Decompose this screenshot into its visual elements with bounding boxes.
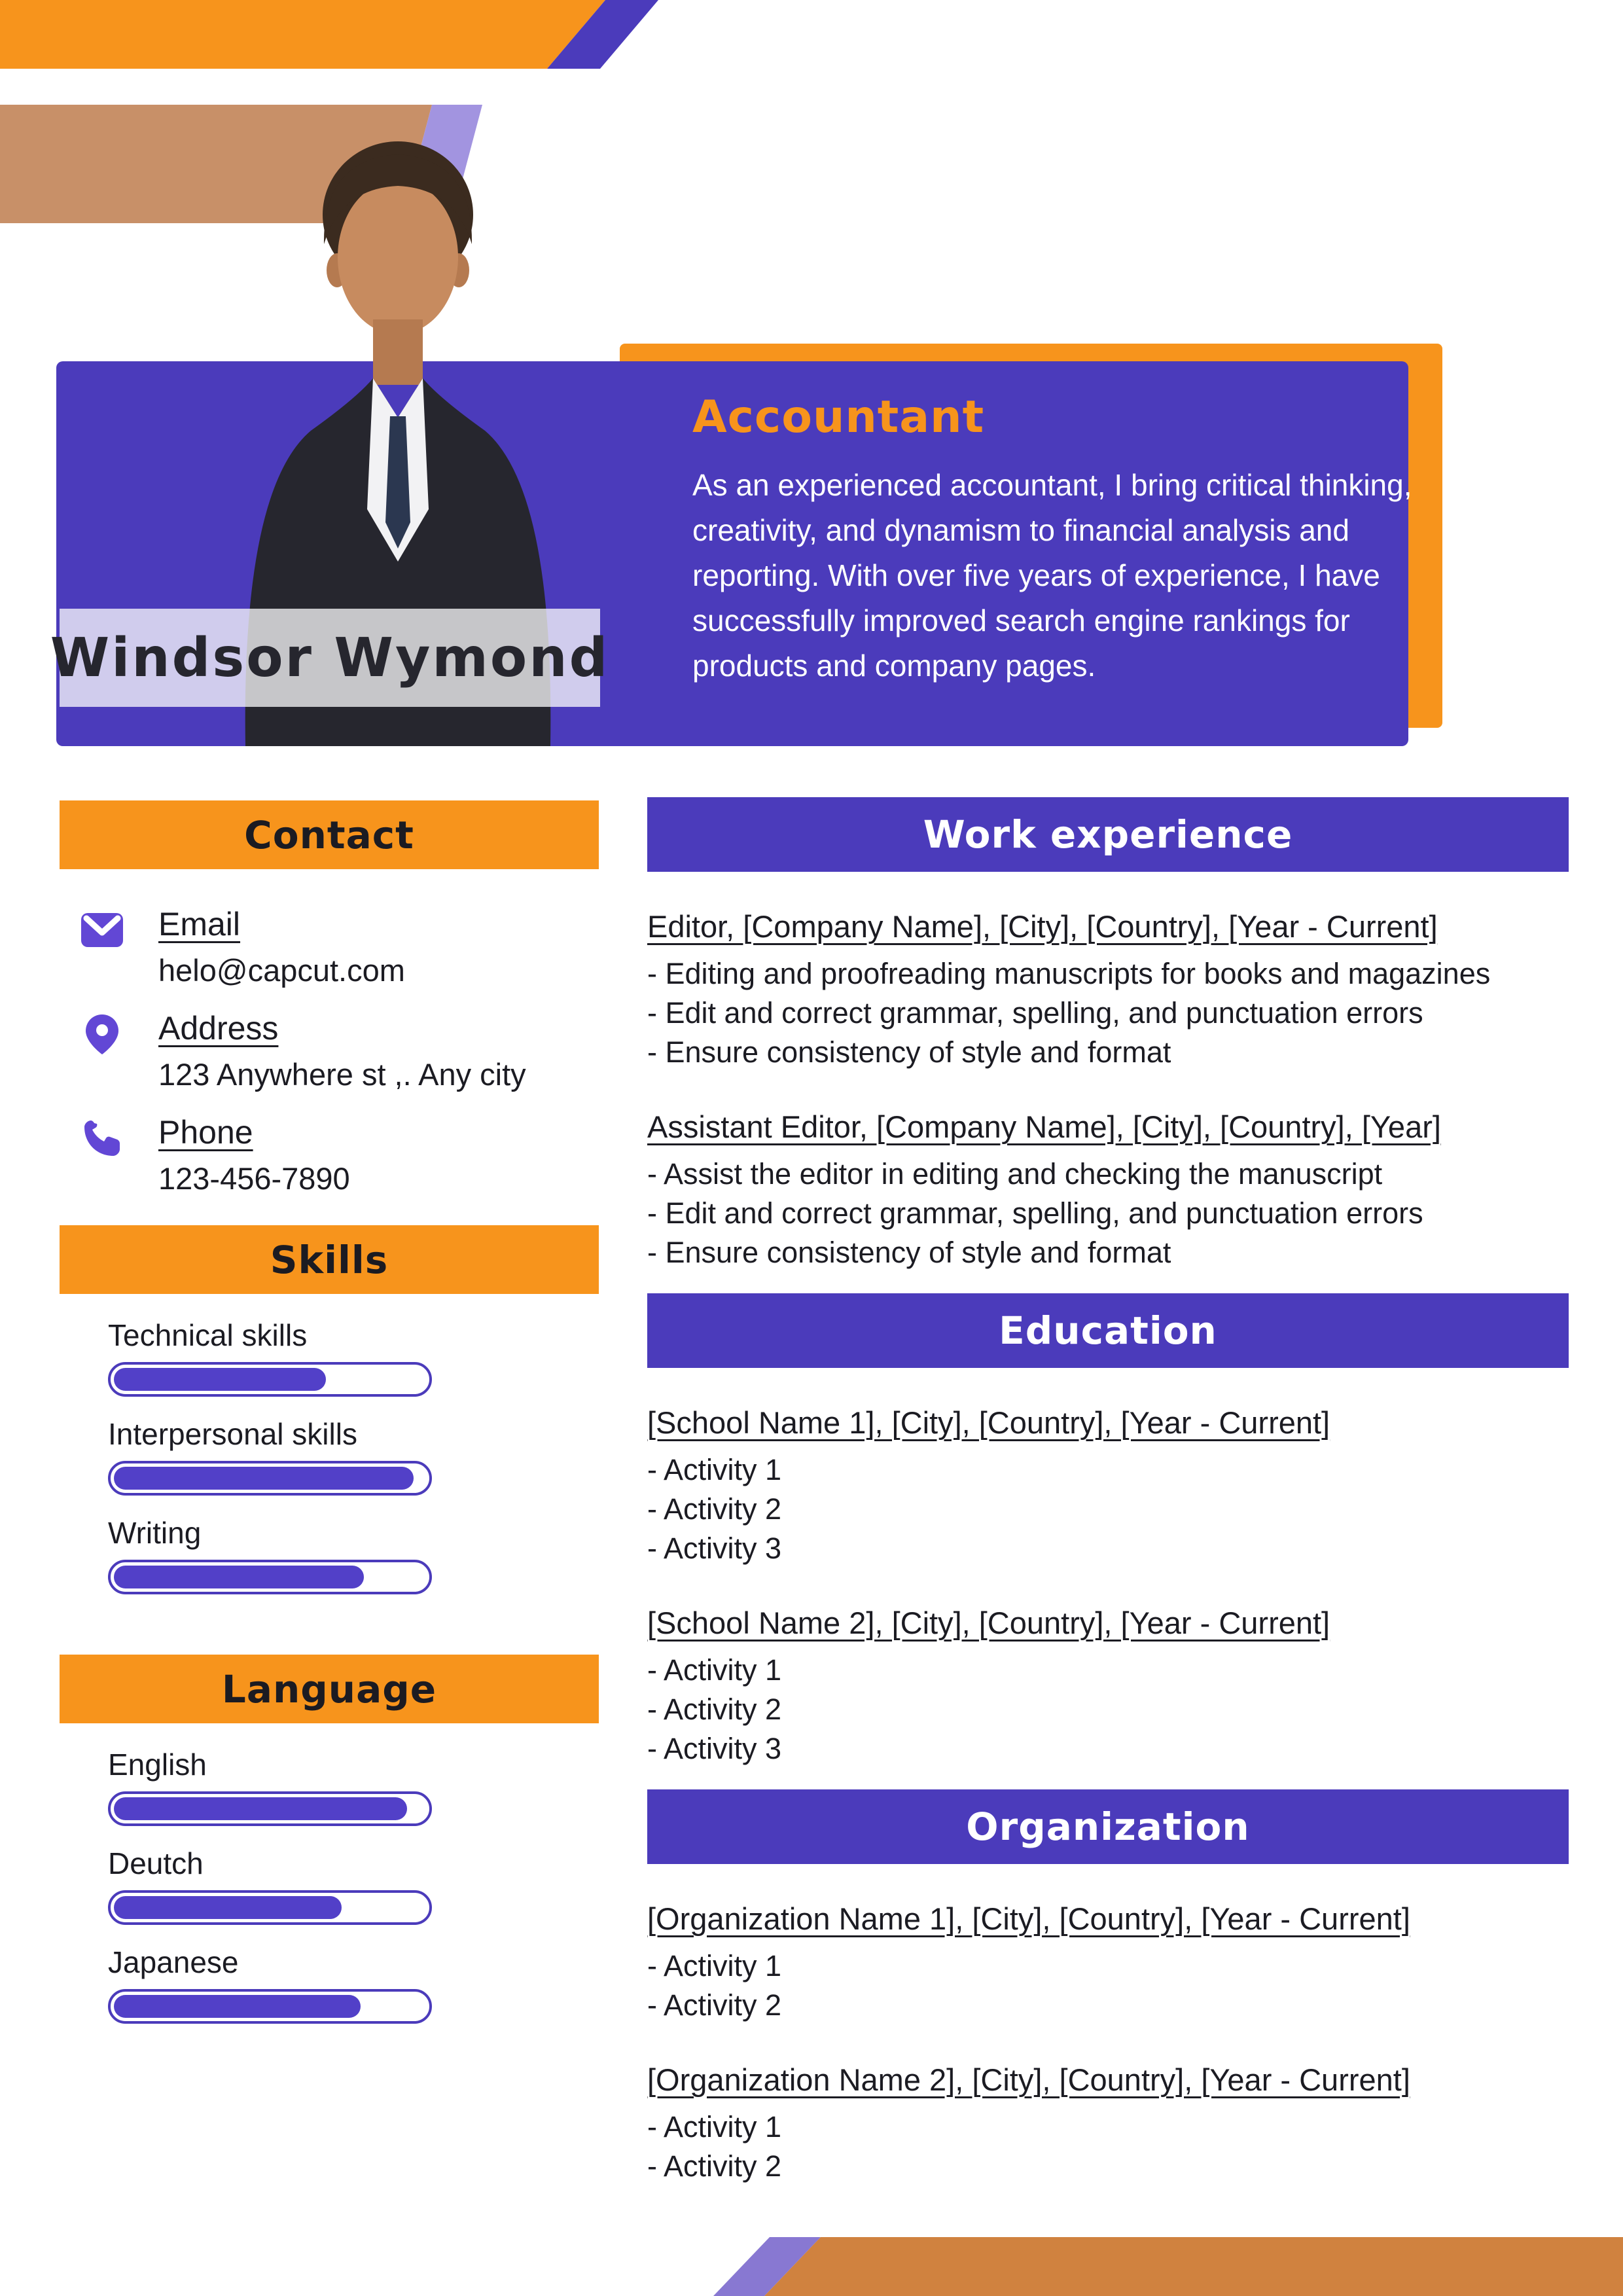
contact-section-header xyxy=(60,800,599,869)
hero-text xyxy=(692,391,1412,689)
skill-meter xyxy=(108,1560,432,1594)
education-heading: Education xyxy=(999,1308,1217,1353)
contact-value: helo@capcut.com xyxy=(158,953,405,988)
contact-list xyxy=(81,905,599,1194)
person-name: Windsor Wymond xyxy=(50,626,610,689)
organization-bullet: - Activity 2 xyxy=(647,2149,782,2183)
organization-bullets xyxy=(647,1946,1569,2025)
skill-meter xyxy=(108,1362,432,1397)
job-bullet: - Edit and correct grammar, spelling, and punctuation errors xyxy=(647,1196,1423,1230)
job-entry-title: Assistant Editor, [Company Name], [City], [Country], [Year] xyxy=(647,1109,1441,1144)
left-column xyxy=(60,800,599,2043)
organization-bullet: - Activity 1 xyxy=(647,1949,782,1982)
school-entry-title: [School Name 2], [City], [Country], [Year - Current] xyxy=(647,1605,1330,1640)
language-label: English xyxy=(108,1748,207,1782)
map-pin-icon xyxy=(81,1013,123,1055)
right-column xyxy=(647,797,1569,2186)
job-bullets xyxy=(647,1155,1569,1272)
skill-item xyxy=(108,1318,599,1397)
job-bullet: - Edit and correct grammar, spelling, and punctuation errors xyxy=(647,996,1423,1030)
skill-item xyxy=(108,1515,599,1594)
language-label: Japanese xyxy=(108,1945,239,1979)
skills-list xyxy=(108,1318,599,1594)
school-bullets xyxy=(647,1651,1569,1768)
organization-bullets xyxy=(647,2108,1569,2186)
school-bullet: - Activity 1 xyxy=(647,1453,782,1486)
job-bullet: - Editing and proofreading manuscripts for books and magazines xyxy=(647,957,1491,990)
skill-label: Writing xyxy=(108,1516,202,1550)
organization-heading: Organization xyxy=(966,1804,1250,1849)
skills-section-header xyxy=(60,1225,599,1294)
contact-heading: Contact xyxy=(244,812,414,857)
contact-value: 123-456-7890 xyxy=(158,1161,350,1196)
skill-meter-fill xyxy=(114,1368,326,1391)
skill-item xyxy=(108,1416,599,1496)
contact-value: 123 Anywhere st ,. Any city xyxy=(158,1057,526,1092)
language-meter-fill xyxy=(114,1995,361,2018)
school-bullet: - Activity 2 xyxy=(647,1492,782,1526)
organization-section-header xyxy=(647,1789,1569,1864)
contact-label: Address xyxy=(158,1010,279,1047)
contact-label: Phone xyxy=(158,1114,253,1151)
language-list xyxy=(108,1747,599,2024)
language-meter xyxy=(108,1989,432,2024)
language-meter xyxy=(108,1890,432,1925)
job-bullet: - Ensure consistency of style and format xyxy=(647,1035,1171,1069)
language-meter xyxy=(108,1791,432,1826)
school-bullet: - Activity 3 xyxy=(647,1732,782,1765)
school-bullets xyxy=(647,1450,1569,1568)
job-bullet: - Ensure consistency of style and format xyxy=(647,1236,1171,1269)
contact-text xyxy=(158,1113,350,1194)
language-section-header xyxy=(60,1655,599,1723)
language-label: Deutch xyxy=(108,1846,204,1880)
work-section-header xyxy=(647,797,1569,872)
phone-icon xyxy=(81,1117,123,1159)
top-orange-band xyxy=(0,0,605,69)
organization-entry-title: [Organization Name 1], [City], [Country], [Year - Current] xyxy=(647,1901,1410,1936)
language-item xyxy=(108,1846,599,1925)
school-bullet: - Activity 1 xyxy=(647,1653,782,1687)
contact-text xyxy=(158,1009,526,1090)
contact-row-address xyxy=(81,1009,599,1090)
job-bullets xyxy=(647,954,1569,1072)
contact-text xyxy=(158,905,405,986)
school-bullet: - Activity 2 xyxy=(647,1693,782,1726)
job-bullet: - Assist the editor in editing and checking the manuscript xyxy=(647,1157,1383,1191)
profile-summary: As an experienced accountant, I bring critical thinking, creativity, and dynamism to financial analysis and reporting. With over five years of experience, I have successfully improved search engine rankings for products and company pages. xyxy=(692,468,1412,683)
envelope-icon xyxy=(81,909,123,951)
language-meter-fill xyxy=(114,1797,407,1820)
organization-bullet: - Activity 2 xyxy=(647,1988,782,2022)
name-banner xyxy=(50,609,610,707)
skill-label: Interpersonal skills xyxy=(108,1417,357,1451)
education-section-header xyxy=(647,1293,1569,1368)
bottom-orange-band xyxy=(764,2237,1623,2296)
work-heading: Work experience xyxy=(923,812,1293,857)
skill-meter-fill xyxy=(114,1467,414,1490)
job-entry-title: Editor, [Company Name], [City], [Country], [Year - Current] xyxy=(647,909,1438,944)
contact-label: Email xyxy=(158,906,241,942)
language-item xyxy=(108,1747,599,1826)
skills-heading: Skills xyxy=(270,1237,389,1282)
language-heading: Language xyxy=(221,1666,437,1712)
contact-row-phone xyxy=(81,1113,599,1194)
contact-row-email xyxy=(81,905,599,986)
skill-meter-fill xyxy=(114,1566,364,1588)
job-title: Accountant xyxy=(692,391,985,443)
skill-meter xyxy=(108,1461,432,1496)
skill-label: Technical skills xyxy=(108,1318,308,1352)
language-item xyxy=(108,1945,599,2024)
organization-entry-title: [Organization Name 2], [City], [Country], [Year - Current] xyxy=(647,2062,1410,2097)
school-bullet: - Activity 3 xyxy=(647,1532,782,1565)
organization-bullet: - Activity 1 xyxy=(647,2110,782,2144)
language-meter-fill xyxy=(114,1896,342,1919)
school-entry-title: [School Name 1], [City], [Country], [Year - Current] xyxy=(647,1405,1330,1440)
